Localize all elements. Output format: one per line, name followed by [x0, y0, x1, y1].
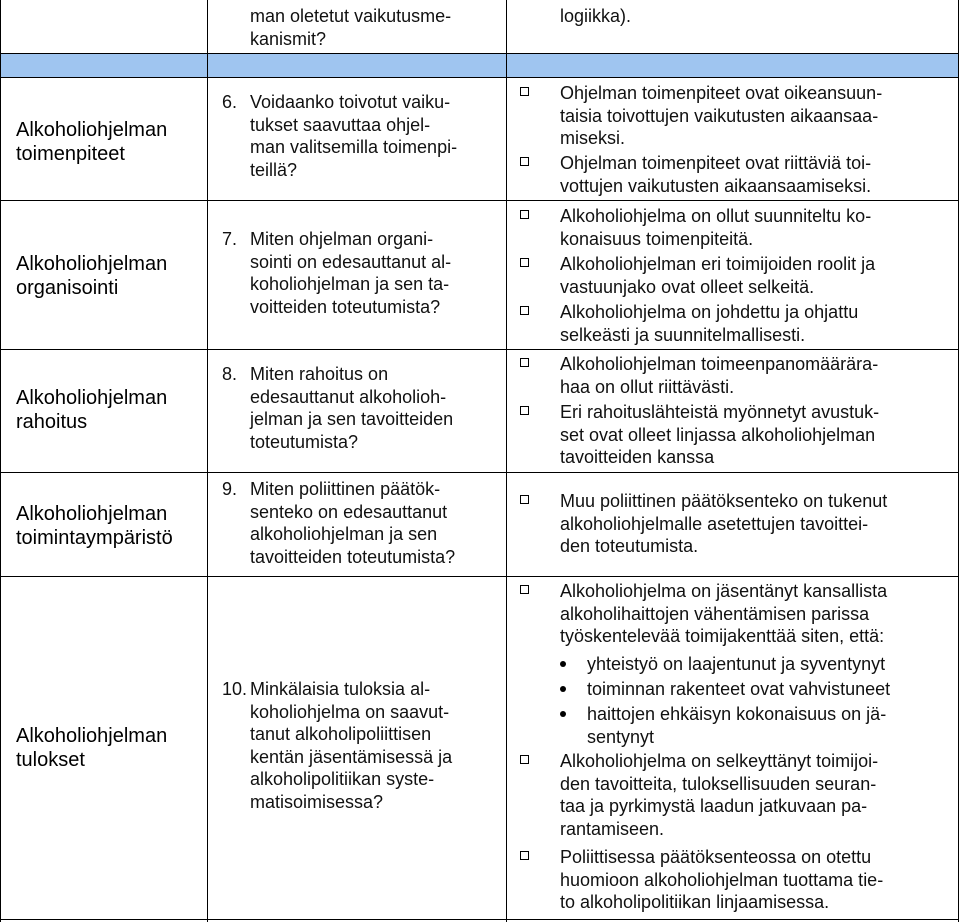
text-line: Alkoholiohjelman [16, 253, 168, 275]
text-line: jelman ja sen tavoitteiden [250, 409, 454, 429]
text-line: Alkoholiohjelma on selkeyttänyt toimijoi- [560, 751, 879, 771]
question-7 [222, 228, 452, 317]
section-divider-band [1, 53, 959, 77]
text-line: Ohjelman toimenpiteet ovat oikeansuun- [560, 83, 883, 103]
text-line: voitteiden toteutumista? [250, 296, 441, 317]
text-line: teillä? [250, 159, 298, 180]
text-line: Alkoholiohjelman [16, 119, 168, 141]
text-line: selkeästi ja suunnitelmallisesti. [560, 324, 806, 345]
text-line: edesauttanut alkoholioh- [250, 386, 447, 407]
row-divider [0, 349, 959, 350]
text-line: yhteistyö on laajentunut ja syventynyt [587, 654, 886, 674]
text-line: haa on ollut riittävästi. [560, 376, 735, 397]
text-line: rantamiseen. [560, 818, 665, 839]
table-border-bottom [0, 919, 959, 920]
question-text [250, 91, 495, 181]
question-continued [250, 5, 451, 50]
category-organisointi [16, 252, 167, 300]
hollow-square-icon [520, 258, 529, 267]
filled-dot-icon [560, 661, 566, 667]
criteria-continued [560, 5, 631, 28]
text-line: matisoimisessa? [250, 791, 384, 812]
text-line: vottujen vaikutusten aikaansaamiseksi. [560, 175, 872, 196]
hollow-square-icon [520, 755, 529, 764]
question-text [250, 363, 495, 453]
text-line: Poliittisessa päätöksenteossa on otettu [560, 847, 872, 867]
text-line: toteutumista? [250, 431, 359, 452]
text-line: Muu poliittinen päätöksenteko on tukenut [560, 491, 888, 511]
question-text [250, 678, 495, 813]
text-line: Eri rahoituslähteistä myönnetyt avustuk- [560, 402, 880, 422]
text-line: set ovat olleet linjassa alkoholiohjelman [560, 424, 876, 445]
text-line: to alkoholipolitiikan linjaamisessa. [560, 892, 830, 912]
text-line: kanismit? [250, 28, 327, 49]
category-tulokset [16, 724, 167, 772]
filled-dot-icon [560, 711, 566, 717]
text-line: toiminnan rakenteet ovat vahvistuneet [587, 679, 891, 699]
row-divider [0, 77, 959, 78]
text-line: koholiohjelman ja sen ta- [250, 274, 450, 294]
text-line: man valitsemilla toimenpi- [250, 137, 458, 157]
row-divider [0, 576, 959, 577]
text-line: Miten rahoitus on [250, 364, 389, 384]
column-divider-2 [506, 0, 507, 922]
text-line: organisointi [16, 277, 119, 299]
text-line: den toteutumista. [560, 536, 699, 556]
text-line: huomioon alkoholiohjelman tuottama tie- [560, 869, 884, 890]
text-line: taisia toivottujen vaikutusten aikaansaa- [560, 105, 879, 126]
text-line: logiikka). [560, 6, 632, 26]
category-toimenpiteet [16, 118, 167, 166]
text-line: Voidaanko toivotut vaiku- [250, 92, 451, 112]
category-toimintaymparisto [16, 502, 173, 550]
text-line: vastuunjako ovat olleet selkeitä. [560, 276, 815, 297]
hollow-square-icon [520, 157, 529, 166]
text-line: Alkoholiohjelma on jäsentänyt kansallista [560, 581, 888, 601]
text-line: Alkoholiohjelma on johdettu ja ohjattu [560, 302, 859, 322]
text-line: alkoholihaittojen vähentämisen parissa [560, 603, 870, 624]
text-line: tulokset [16, 749, 85, 771]
text-line: tavoitteiden toteutumista? [250, 546, 456, 567]
filled-dot-icon [560, 686, 566, 692]
text-line: Ohjelman toimenpiteet ovat riittäviä toi- [560, 153, 872, 173]
text-line: Alkoholiohjelman [16, 725, 168, 747]
text-line: kentän jäsentämisessä ja [250, 746, 453, 767]
hollow-square-icon [520, 851, 529, 860]
text-line: sentynyt [587, 726, 655, 747]
text-line: tavoitteiden kanssa [560, 447, 715, 467]
text-line: tukset saavuttaa ohjel- [250, 114, 431, 135]
category-rahoitus [16, 386, 167, 434]
text-line: alkoholiohjelmalle asetettujen tavoittei- [560, 513, 869, 534]
text-line: Alkoholiohjelman [16, 503, 168, 525]
question-10 [222, 678, 453, 812]
text-line: den tavoitteita, tuloksellisuuden seuran- [560, 773, 877, 794]
hollow-square-icon [520, 210, 529, 219]
text-line: haittojen ehkäisyn kokonaisuus on jä- [587, 704, 887, 724]
question-text [250, 478, 495, 568]
hollow-square-icon [520, 585, 529, 594]
text-line: senteko on edesauttanut [250, 501, 448, 522]
question-8 [222, 363, 454, 452]
question-number: 7. [222, 229, 238, 249]
text-line: Alkoholiohjelma on ollut suunniteltu ko- [560, 206, 872, 226]
text-line: Miten ohjelman organi- [250, 229, 434, 249]
column-divider-1 [207, 0, 208, 922]
hollow-square-icon [520, 495, 529, 504]
hollow-square-icon [520, 358, 529, 367]
text-line: konaisuus toimenpiteitä. [560, 228, 754, 249]
question-number: 6. [222, 92, 238, 112]
question-number: 8. [222, 364, 238, 384]
row-divider [0, 472, 959, 473]
text-line: tanut alkoholipoliittisen [250, 724, 432, 744]
text-line: Alkoholiohjelman eri toimijoiden roolit ja [560, 254, 876, 274]
text-line: Miten poliittinen päätök- [250, 479, 441, 499]
text-line: koholiohjelma on saavut- [250, 701, 450, 722]
hollow-square-icon [520, 306, 529, 315]
text-line: Minkälaisia tuloksia al- [250, 679, 431, 699]
row-divider [0, 53, 959, 54]
question-number: 9. [222, 479, 238, 499]
hollow-square-icon [520, 87, 529, 96]
question-text [250, 228, 495, 318]
text-line: man oletetut vaikutusme- [250, 6, 452, 26]
question-9 [222, 478, 456, 567]
text-line: alkoholipolitiikan syste- [250, 769, 435, 789]
hollow-square-icon [520, 406, 529, 415]
text-line: alkoholiohjelman ja sen [250, 524, 438, 544]
table-border-left [0, 0, 1, 922]
text-line: toimenpiteet [16, 143, 125, 165]
text-line: rahoitus [16, 411, 88, 433]
text-line: taa ja pyrkimystä laadun jatkuvaan pa- [560, 796, 868, 816]
row-divider [0, 200, 959, 201]
question-6 [222, 91, 458, 180]
text-line: työskentelevää toimijakenttää siten, että: [560, 626, 885, 646]
question-number: 10. [222, 679, 248, 699]
text-line: Alkoholiohjelman toimeenpanomäärära- [560, 354, 879, 374]
text-line: toimintaympäristö [16, 527, 173, 549]
text-line: miseksi. [560, 128, 626, 148]
text-line: sointi on edesauttanut al- [250, 251, 452, 272]
text-line: Alkoholiohjelman [16, 387, 168, 409]
